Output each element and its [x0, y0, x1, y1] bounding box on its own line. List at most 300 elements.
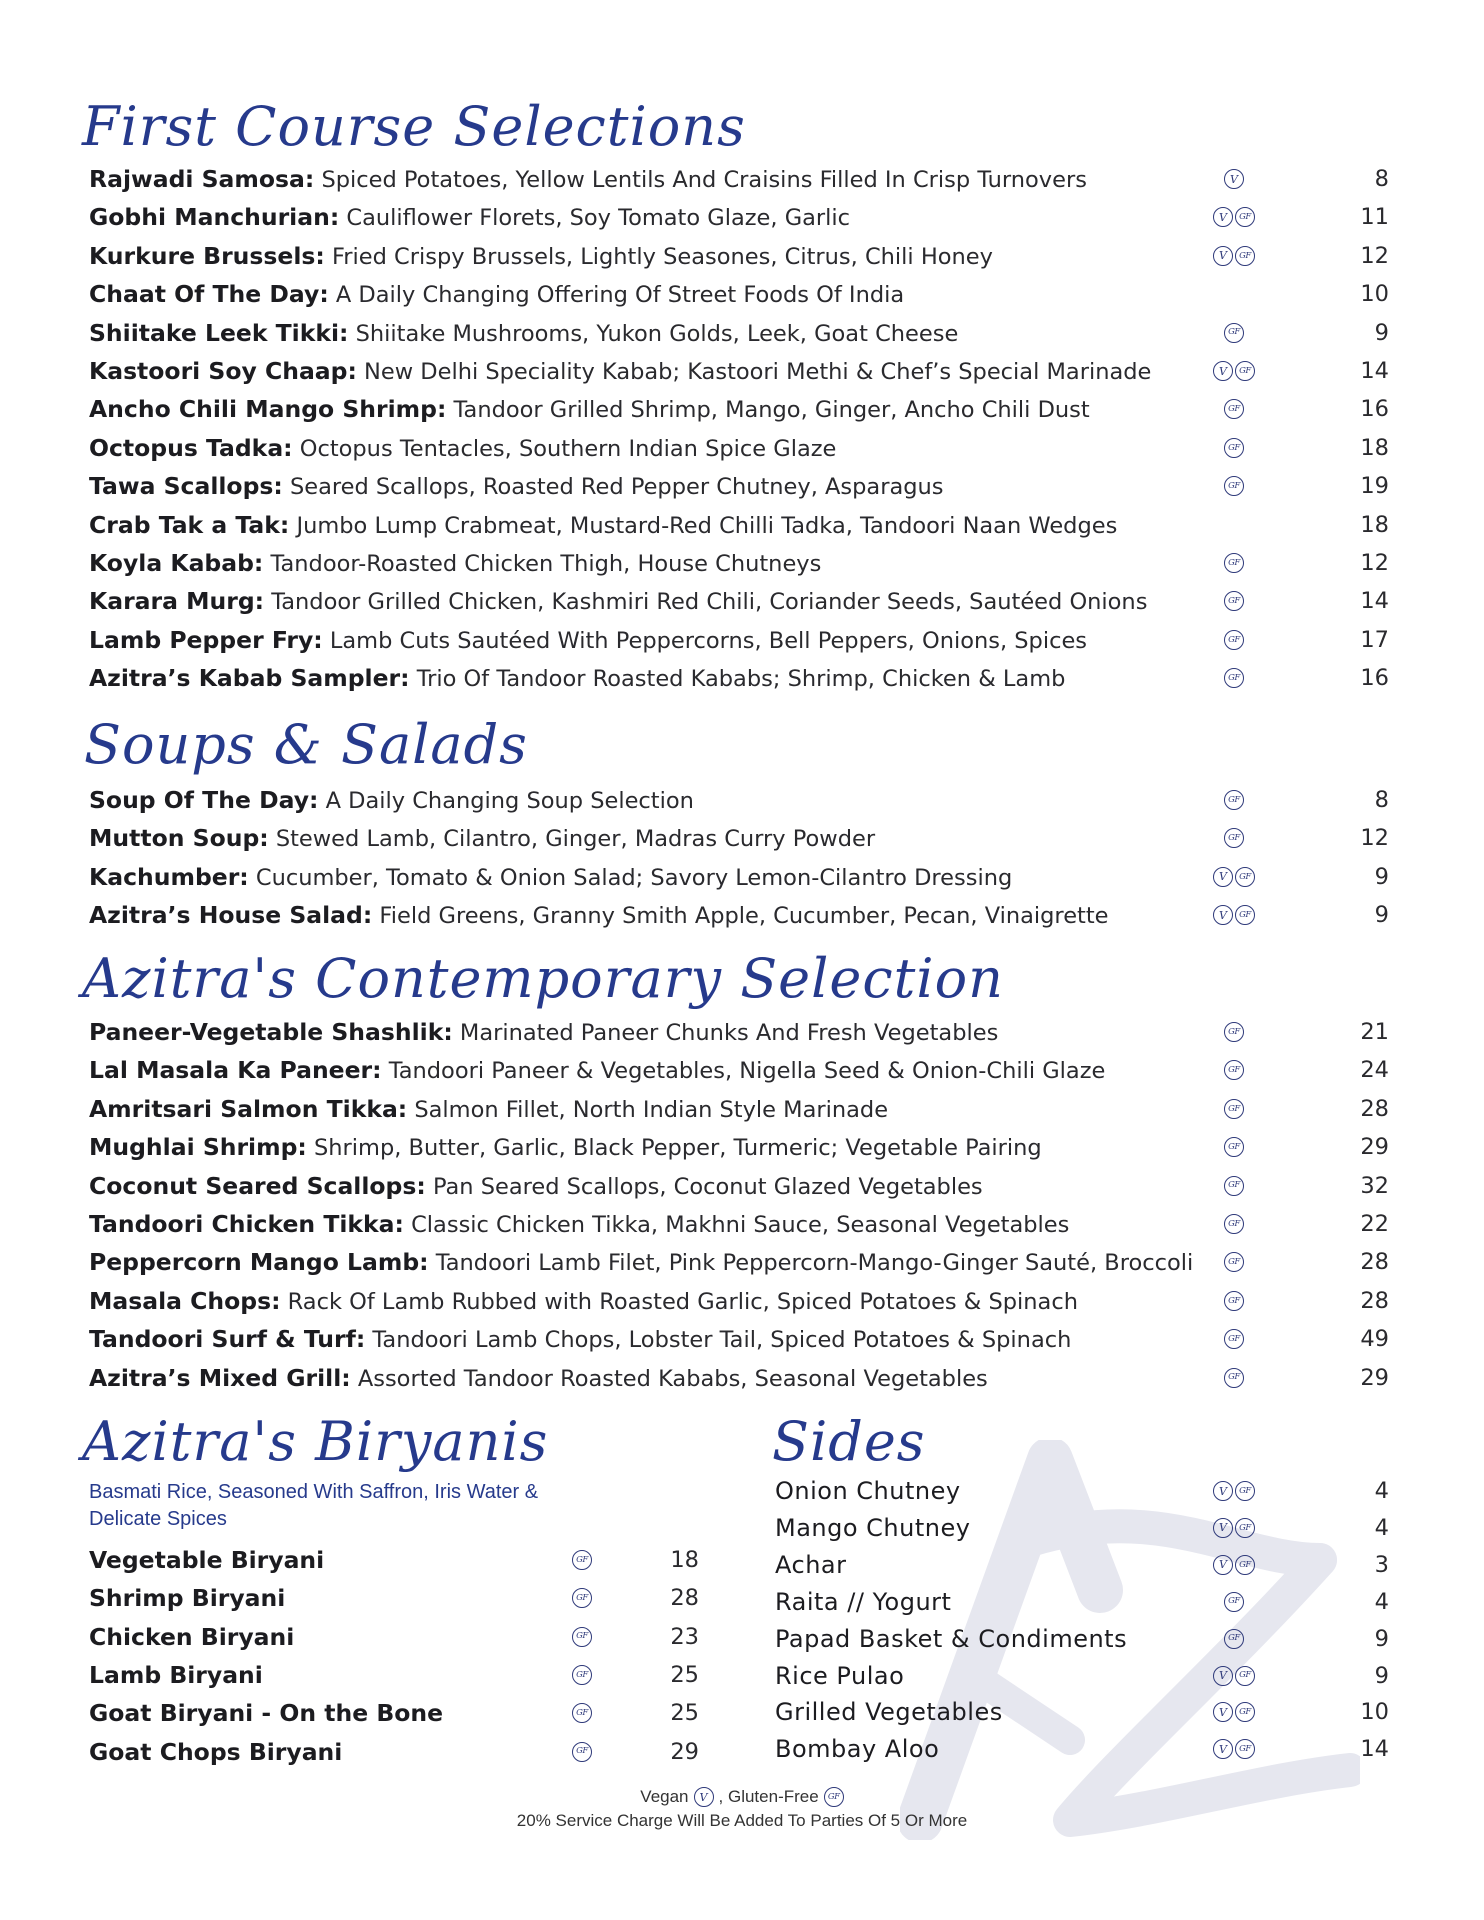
legend-line — [0, 1785, 1484, 1809]
menu-item-text — [89, 429, 836, 468]
menu-item-price: 12 — [1360, 242, 1389, 269]
menu-item-name: Azitra’s Kabab Sampler: — [89, 664, 410, 693]
menu-item — [89, 544, 1389, 582]
menu-item — [89, 314, 1389, 352]
menu-item — [89, 429, 1389, 467]
menu-item-price: 17 — [1360, 626, 1389, 653]
menu-item-price: 12 — [1360, 825, 1389, 852]
gluten-free-icon: GF — [1235, 1518, 1255, 1538]
service-charge-note: 20% Service Charge Will Be Added To Parties Of 5 Or More — [516, 1811, 968, 1830]
menu-item-description: Tandoori Lamb Filet, Pink Peppercorn-Mango-Ginger Sauté, Broccoli — [435, 1250, 1194, 1277]
vegan-icon: V — [1213, 1739, 1233, 1759]
dietary-badges — [1213, 1555, 1255, 1575]
menu-item-name: Tawa Scallops: — [89, 472, 283, 501]
dietary-badges — [1224, 668, 1244, 688]
menu-item-description: Field Greens, Granny Smith Apple, Cucumber, Pecan, Vinaigrette — [379, 903, 1109, 930]
gluten-free-icon: GF — [1224, 828, 1244, 848]
dietary-badges — [1224, 591, 1244, 611]
vegan-icon: V — [1224, 169, 1244, 189]
menu-item-text — [775, 1620, 1127, 1658]
menu-item-name: Goat Chops Biryani — [89, 1737, 343, 1766]
menu-item-text — [775, 1730, 939, 1768]
menu-item-price: 3 — [1374, 1551, 1389, 1578]
dietary-badges — [1224, 1252, 1244, 1272]
menu-item-name: Chaat Of The Day: — [89, 280, 329, 309]
menu-item — [89, 160, 1389, 198]
menu-item-name: Kurkure Brussels: — [89, 241, 325, 270]
menu-item-name: Peppercorn Mango Lamb: — [89, 1248, 429, 1277]
dietary-badges — [1224, 1629, 1244, 1649]
menu-item-text — [89, 659, 1065, 698]
menu-footer — [0, 1785, 1484, 1833]
gluten-free-icon: GF — [1235, 1702, 1255, 1722]
dietary-badges — [1213, 867, 1255, 887]
gluten-free-icon: GF — [1235, 246, 1255, 266]
menu-item-price: 12 — [1360, 550, 1389, 576]
menu-item — [89, 1243, 1389, 1281]
vegan-icon: V — [1213, 1518, 1233, 1538]
menu-item-price: 28 — [1360, 1249, 1389, 1276]
menu-item-name: Mughlai Shrimp: — [89, 1133, 307, 1162]
menu-item-text — [89, 467, 944, 506]
menu-item — [89, 621, 1389, 659]
menu-item-price: 9 — [1374, 863, 1389, 890]
menu-item-price: 9 — [1374, 1662, 1389, 1689]
menu-item — [89, 506, 1389, 544]
dietary-badges — [1213, 246, 1255, 266]
dietary-badges — [1213, 1481, 1255, 1501]
vegan-icon: V — [1213, 1481, 1233, 1501]
menu-item-price: 25 — [670, 1661, 699, 1688]
gluten-free-icon: GF — [1224, 1060, 1244, 1080]
dietary-badges — [1213, 207, 1255, 227]
menu-item-description: Shiitake Mushrooms, Yukon Golds, Leek, Goat Cheese — [355, 320, 959, 347]
menu-item-price: 18 — [1360, 511, 1389, 538]
section-title-first-course: First Course Selections — [82, 95, 746, 158]
dietary-badges — [1224, 1137, 1244, 1157]
menu-item-text — [89, 352, 1151, 391]
menu-item-price: 18 — [1360, 434, 1389, 461]
menu-item-name: Paneer-Vegetable Shashlik: — [89, 1018, 453, 1046]
menu-item — [89, 1541, 699, 1579]
menu-item — [775, 1472, 1389, 1510]
dietary-badges — [1213, 1702, 1255, 1722]
menu-item-text — [89, 1541, 324, 1580]
menu-item — [89, 819, 1389, 857]
section-title-contemporary: Azitra's Contemporary Selection — [82, 947, 1004, 1010]
gluten-free-icon: GF — [572, 1550, 592, 1570]
menu-item-name: Tandoori Chicken Tikka: — [89, 1210, 404, 1238]
dietary-badges — [1213, 1666, 1255, 1686]
menu-item-description: A Daily Changing Offering Of Street Foods Of India — [335, 282, 905, 309]
gluten-free-icon: GF — [1235, 867, 1255, 887]
gluten-free-icon: GF — [572, 1703, 592, 1723]
gluten-free-icon: GF — [1224, 323, 1244, 343]
menu-item — [89, 1051, 1389, 1089]
menu-item-description: Pan Seared Scallops, Coconut Glazed Vegetables — [432, 1173, 983, 1200]
menu-item — [775, 1583, 1389, 1621]
menu-item-name: Octopus Tadka: — [89, 433, 293, 462]
dietary-badges — [572, 1550, 592, 1570]
dietary-badges — [1213, 905, 1255, 925]
menu-item-text — [89, 1013, 998, 1052]
menu-item-name: Chicken Biryani — [89, 1622, 295, 1651]
dietary-badges — [572, 1742, 592, 1762]
gluten-free-icon: GF — [1224, 1291, 1244, 1311]
menu-item-text — [89, 621, 1087, 660]
vegan-icon: V — [1213, 867, 1233, 887]
vegan-icon: V — [1213, 207, 1233, 227]
menu-item-description: Tandoor Grilled Chicken, Kashmiri Red Chili, Coriander Seeds, Sautéed Onions — [271, 589, 1148, 616]
dietary-badges — [572, 1665, 592, 1685]
gluten-free-icon: GF — [572, 1627, 592, 1647]
dietary-badges — [1224, 790, 1244, 810]
menu-item-price: 11 — [1360, 204, 1389, 231]
gluten-free-icon: GF — [1235, 1555, 1255, 1575]
menu-item-name: Soup Of The Day: — [89, 786, 319, 814]
dietary-badges — [1224, 1291, 1244, 1311]
menu-item — [775, 1693, 1389, 1731]
gluten-free-icon: GF — [1224, 790, 1244, 810]
menu-item-name: Amritsari Salmon Tikka: — [89, 1094, 408, 1123]
menu-item-description: Tandoori Lamb Chops, Lobster Tail, Spiced Potatoes & Spinach — [372, 1327, 1072, 1354]
menu-item — [775, 1546, 1389, 1584]
menu-item-name: Bombay Aloo — [775, 1735, 940, 1764]
biryanis-subtitle: Basmati Rice, Seasoned With Saffron, Iris Water & Delicate Spices — [89, 1481, 539, 1530]
menu-item — [89, 198, 1389, 236]
gluten-free-icon: GF — [1224, 438, 1244, 458]
gluten-free-icon: GF — [1224, 476, 1244, 496]
menu-item-price: 28 — [1360, 1095, 1389, 1122]
menu-item-description: New Delhi Speciality Kabab; Kastoori Methi & Chef’s Special Marinade — [364, 359, 1152, 385]
menu-item-name: Mutton Soup: — [89, 824, 269, 853]
dietary-badges — [1213, 361, 1255, 381]
menu-item-price: 10 — [1360, 281, 1389, 308]
menu-item-name: Kastoori Soy Chaap: — [89, 357, 357, 385]
menu-item-description: Rack Of Lamb Rubbed with Roasted Garlic, Spiced Potatoes & Spinach — [287, 1288, 1078, 1315]
menu-item-price: 4 — [1374, 1514, 1389, 1541]
menu-item-name: Azitra’s Mixed Grill: — [89, 1363, 351, 1392]
gluten-free-icon: GF — [572, 1588, 592, 1608]
menu-item-name: Gobhi Manchurian: — [89, 203, 340, 232]
dietary-badges — [1224, 1176, 1244, 1196]
menu-item-name: Lal Masala Ka Paneer: — [89, 1056, 382, 1085]
menu-item-text — [89, 160, 1087, 199]
menu-item-text — [89, 1051, 1105, 1090]
menu-item — [89, 275, 1389, 313]
menu-item-price: 9 — [1374, 902, 1389, 929]
gluten-free-icon: GF — [1224, 1137, 1244, 1157]
menu-item-text — [775, 1583, 951, 1621]
gluten-free-icon: GF — [1224, 1214, 1244, 1234]
menu-item — [89, 781, 1389, 819]
menu-item-description: Salmon Fillet, North Indian Style Marinade — [414, 1096, 889, 1123]
menu-item — [89, 1282, 1389, 1320]
menu-item-price: 19 — [1360, 473, 1389, 500]
menu-item-description: Cauliflower Florets, Soy Tomato Glaze, Garlic — [346, 205, 851, 232]
dietary-badges — [1213, 1739, 1255, 1759]
dietary-badges — [1224, 828, 1244, 848]
menu-item-text — [89, 275, 904, 314]
menu-item-description: Trio Of Tandoor Roasted Kababs; Shrimp, Chicken & Lamb — [416, 666, 1066, 693]
vegan-icon: V — [1213, 246, 1233, 266]
menu-item-text — [89, 858, 1012, 897]
menu-item — [89, 582, 1389, 620]
menu-item-name: Tandoori Surf & Turf: — [89, 1325, 366, 1354]
menu-item-text — [89, 1167, 983, 1206]
menu-item-description: Lamb Cuts Sautéed With Peppercorns, Bell Peppers, Onions, Spices — [329, 627, 1088, 654]
menu-item — [89, 1359, 1389, 1397]
legend-vegan-label: Vegan — [640, 1787, 689, 1806]
gluten-free-icon: GF — [1224, 1629, 1244, 1649]
menu-item-text — [89, 506, 1117, 545]
menu-item-name: Shrimp Biryani — [89, 1584, 286, 1613]
section-title-biryanis: Azitra's Biryanis — [82, 1410, 549, 1473]
gluten-free-icon: GF — [1224, 630, 1244, 650]
gluten-free-icon: GF — [1235, 1739, 1255, 1759]
dietary-badges — [1224, 438, 1244, 458]
menu-item-text — [89, 582, 1147, 621]
menu-item — [89, 1320, 1389, 1358]
vegan-icon: V — [694, 1787, 714, 1807]
menu-item-text — [89, 1656, 263, 1695]
menu-item — [89, 467, 1389, 505]
dietary-badges — [1224, 630, 1244, 650]
menu-item-description: Cucumber, Tomato & Onion Salad; Savory Lemon-Cilantro Dressing — [255, 864, 1013, 891]
menu-item-text — [89, 198, 850, 237]
menu-item-name: Karara Murg: — [89, 587, 265, 616]
gluten-free-icon: GF — [1235, 1481, 1255, 1501]
menu-item-price: 8 — [1374, 166, 1389, 192]
gluten-free-icon: GF — [1235, 361, 1255, 381]
menu-item-description: Fried Crispy Brussels, Lightly Seasones, Citrus, Chili Honey — [331, 243, 993, 270]
gluten-free-icon: GF — [1224, 553, 1244, 573]
menu-item-text — [89, 1090, 888, 1129]
dietary-badges — [1224, 1099, 1244, 1119]
legend-gf-label: , Gluten-Free — [718, 1787, 819, 1806]
dietary-badges — [1224, 1214, 1244, 1234]
dietary-badges — [1224, 1060, 1244, 1080]
menu-item-text — [89, 1694, 443, 1733]
menu-item-price: 29 — [1360, 1134, 1389, 1161]
dietary-badges — [572, 1588, 592, 1608]
menu-item-price: 28 — [670, 1585, 699, 1612]
menu-item-price: 10 — [1360, 1699, 1389, 1726]
menu-item-description: Seared Scallops, Roasted Red Pepper Chutney, Asparagus — [289, 474, 944, 501]
menu-item — [89, 858, 1389, 896]
gluten-free-icon: GF — [1224, 1329, 1244, 1349]
menu-item-price: 16 — [1360, 396, 1389, 423]
menu-item — [89, 1618, 699, 1656]
menu-item-name: Raita // Yogurt — [775, 1587, 952, 1616]
menu-item-description: Tandoori Paneer & Vegetables, Nigella Seed & Onion-Chili Glaze — [388, 1058, 1106, 1085]
gluten-free-icon: GF — [824, 1787, 844, 1807]
menu-item-text — [89, 819, 875, 858]
menu-item — [775, 1620, 1389, 1658]
menu-item-description: Stewed Lamb, Cilantro, Ginger, Madras Curry Powder — [275, 826, 876, 853]
menu-item-text — [775, 1657, 904, 1695]
vegan-icon: V — [1213, 1555, 1233, 1575]
menu-item — [89, 1733, 699, 1771]
menu-item-text — [89, 781, 694, 820]
menu-item-text — [89, 1243, 1193, 1282]
menu-item-description: Spiced Potatoes, Yellow Lentils And Craisins Filled In Crisp Turnovers — [321, 167, 1087, 193]
menu-item-price: 29 — [1360, 1364, 1389, 1391]
menu-item-name: Achar — [775, 1550, 847, 1579]
menu-item — [775, 1730, 1389, 1768]
menu-item-description: Tandoor-Roasted Chicken Thigh, House Chutneys — [270, 551, 822, 577]
menu-item-name: Rice Pulao — [775, 1661, 905, 1690]
menu-item-description: Jumbo Lump Crabmeat, Mustard-Red Chilli Tadka, Tandoori Naan Wedges — [296, 512, 1118, 539]
menu-item-name: Mango Chutney — [775, 1513, 971, 1542]
section-title-sides: Sides — [772, 1410, 926, 1473]
dietary-badges — [1224, 553, 1244, 573]
menu-item-name: Papad Basket & Condiments — [775, 1624, 1128, 1653]
menu-item-text — [89, 544, 821, 583]
menu-item-price: 9 — [1374, 319, 1389, 346]
menu-item-price: 16 — [1360, 665, 1389, 692]
menu-item-name: Coconut Seared Scallops: — [89, 1171, 426, 1200]
menu-item — [89, 1694, 699, 1732]
menu-item-text — [89, 314, 958, 353]
dietary-badges — [1224, 1329, 1244, 1349]
gluten-free-icon: GF — [1235, 207, 1255, 227]
vegan-icon: V — [1213, 1666, 1233, 1686]
dietary-badges — [1224, 1592, 1244, 1612]
gluten-free-icon: GF — [1235, 1666, 1255, 1686]
menu-item-text — [89, 1320, 1071, 1359]
menu-item-description: Marinated Paneer Chunks And Fresh Vegetables — [459, 1020, 999, 1046]
dietary-badges — [1224, 476, 1244, 496]
gluten-free-icon: GF — [1235, 905, 1255, 925]
gluten-free-icon: GF — [1224, 668, 1244, 688]
menu-item-text — [775, 1546, 846, 1584]
section-title-soups-salads: Soups & Salads — [84, 713, 528, 776]
menu-item-text — [89, 1282, 1078, 1321]
menu-item — [89, 1167, 1389, 1205]
menu-item-text — [89, 1359, 988, 1398]
menu-item — [89, 1579, 699, 1617]
menu-item-name: Shiitake Leek Tikki: — [89, 318, 349, 347]
menu-item — [89, 659, 1389, 697]
menu-item-text — [775, 1509, 970, 1547]
menu-item-price: 21 — [1360, 1019, 1389, 1045]
menu-item — [89, 1013, 1389, 1051]
menu-item — [89, 1656, 699, 1694]
menu-item-text — [89, 390, 1090, 429]
menu-item-name: Onion Chutney — [775, 1477, 961, 1505]
vegan-icon: V — [1213, 1702, 1233, 1722]
menu-item-name: Koyla Kabab: — [89, 549, 264, 577]
dietary-badges — [1224, 1022, 1244, 1042]
menu-item-name: Kachumber: — [89, 862, 249, 891]
dietary-badges — [1224, 1368, 1244, 1388]
gluten-free-icon: GF — [572, 1742, 592, 1762]
menu-item-text — [89, 1579, 285, 1618]
gluten-free-icon: GF — [1224, 1592, 1244, 1612]
menu-item-price: 23 — [670, 1623, 699, 1650]
dietary-badges — [572, 1703, 592, 1723]
menu-item-price: 29 — [670, 1738, 699, 1765]
menu-item — [89, 390, 1389, 428]
menu-item-name: Grilled Vegetables — [775, 1698, 1003, 1727]
menu-item — [89, 352, 1389, 390]
menu-item-text — [775, 1472, 961, 1510]
menu-item-name: Goat Biryani - On the Bone — [89, 1699, 444, 1728]
menu-item-price: 22 — [1360, 1211, 1389, 1237]
gluten-free-icon: GF — [1224, 399, 1244, 419]
menu-item-name: Vegetable Biryani — [89, 1546, 325, 1574]
menu-item-text — [89, 1618, 294, 1657]
menu-item — [775, 1509, 1389, 1547]
menu-item-price: 25 — [670, 1700, 699, 1727]
menu-item-description: A Daily Changing Soup Selection — [325, 788, 694, 814]
vegan-icon: V — [1213, 361, 1233, 381]
menu-item-description: Assorted Tandoor Roasted Kababs, Seasonal Vegetables — [357, 1365, 988, 1392]
menu-item-name: Rajwadi Samosa: — [89, 165, 315, 193]
menu-item — [89, 896, 1389, 934]
gluten-free-icon: GF — [572, 1665, 592, 1685]
menu-item-name: Lamb Biryani — [89, 1660, 263, 1689]
gluten-free-icon: GF — [1224, 1176, 1244, 1196]
dietary-badges — [1224, 323, 1244, 343]
menu-item-price: 4 — [1374, 1478, 1389, 1504]
menu-item-description: Tandoor Grilled Shrimp, Mango, Ginger, Ancho Chili Dust — [453, 397, 1090, 424]
menu-item — [89, 1128, 1389, 1166]
menu-item-text — [89, 896, 1109, 935]
menu-item — [89, 237, 1389, 275]
menu-item — [89, 1090, 1389, 1128]
gluten-free-icon: GF — [1224, 1252, 1244, 1272]
menu-item-price: 24 — [1360, 1057, 1389, 1084]
dietary-badges — [1224, 169, 1244, 189]
menu-item-text — [89, 1205, 1069, 1244]
gluten-free-icon: GF — [1224, 1099, 1244, 1119]
menu-item-name: Lamb Pepper Fry: — [89, 625, 323, 654]
menu-item-price: 8 — [1374, 787, 1389, 813]
gluten-free-icon: GF — [1224, 591, 1244, 611]
menu-item-price: 49 — [1360, 1326, 1389, 1353]
menu-item-description: Octopus Tentacles, Southern Indian Spice Glaze — [299, 435, 837, 462]
gluten-free-icon: GF — [1224, 1368, 1244, 1388]
menu-item-price: 14 — [1360, 358, 1389, 384]
menu-item-price: 14 — [1360, 588, 1389, 615]
menu-item-description: Classic Chicken Tikka, Makhni Sauce, Seasonal Vegetables — [411, 1212, 1070, 1238]
menu-item-price: 14 — [1360, 1736, 1389, 1763]
menu-item-description: Shrimp, Butter, Garlic, Black Pepper, Turmeric; Vegetable Pairing — [313, 1135, 1042, 1162]
dietary-badges — [1213, 1518, 1255, 1538]
menu-item-text — [89, 1128, 1042, 1167]
menu-item-price: 28 — [1360, 1287, 1389, 1314]
menu-item-text — [89, 237, 993, 276]
menu-item-text — [775, 1693, 1003, 1731]
dietary-badges — [572, 1627, 592, 1647]
menu-item — [775, 1657, 1389, 1695]
menu-item-price: 18 — [670, 1547, 699, 1573]
vegan-icon: V — [1213, 905, 1233, 925]
gluten-free-icon: GF — [1224, 1022, 1244, 1042]
menu-item-price: 4 — [1374, 1588, 1389, 1615]
menu-item-name: Ancho Chili Mango Shrimp: — [89, 395, 447, 424]
menu-item-name: Crab Tak a Tak: — [89, 510, 290, 539]
menu-item-price: 32 — [1360, 1172, 1389, 1199]
menu-item-name: Azitra’s House Salad: — [89, 901, 373, 930]
menu-item — [89, 1205, 1389, 1243]
menu-item-name: Masala Chops: — [89, 1286, 281, 1315]
menu-item-price: 9 — [1374, 1625, 1389, 1652]
dietary-badges — [1224, 399, 1244, 419]
menu-item-text — [89, 1733, 342, 1772]
